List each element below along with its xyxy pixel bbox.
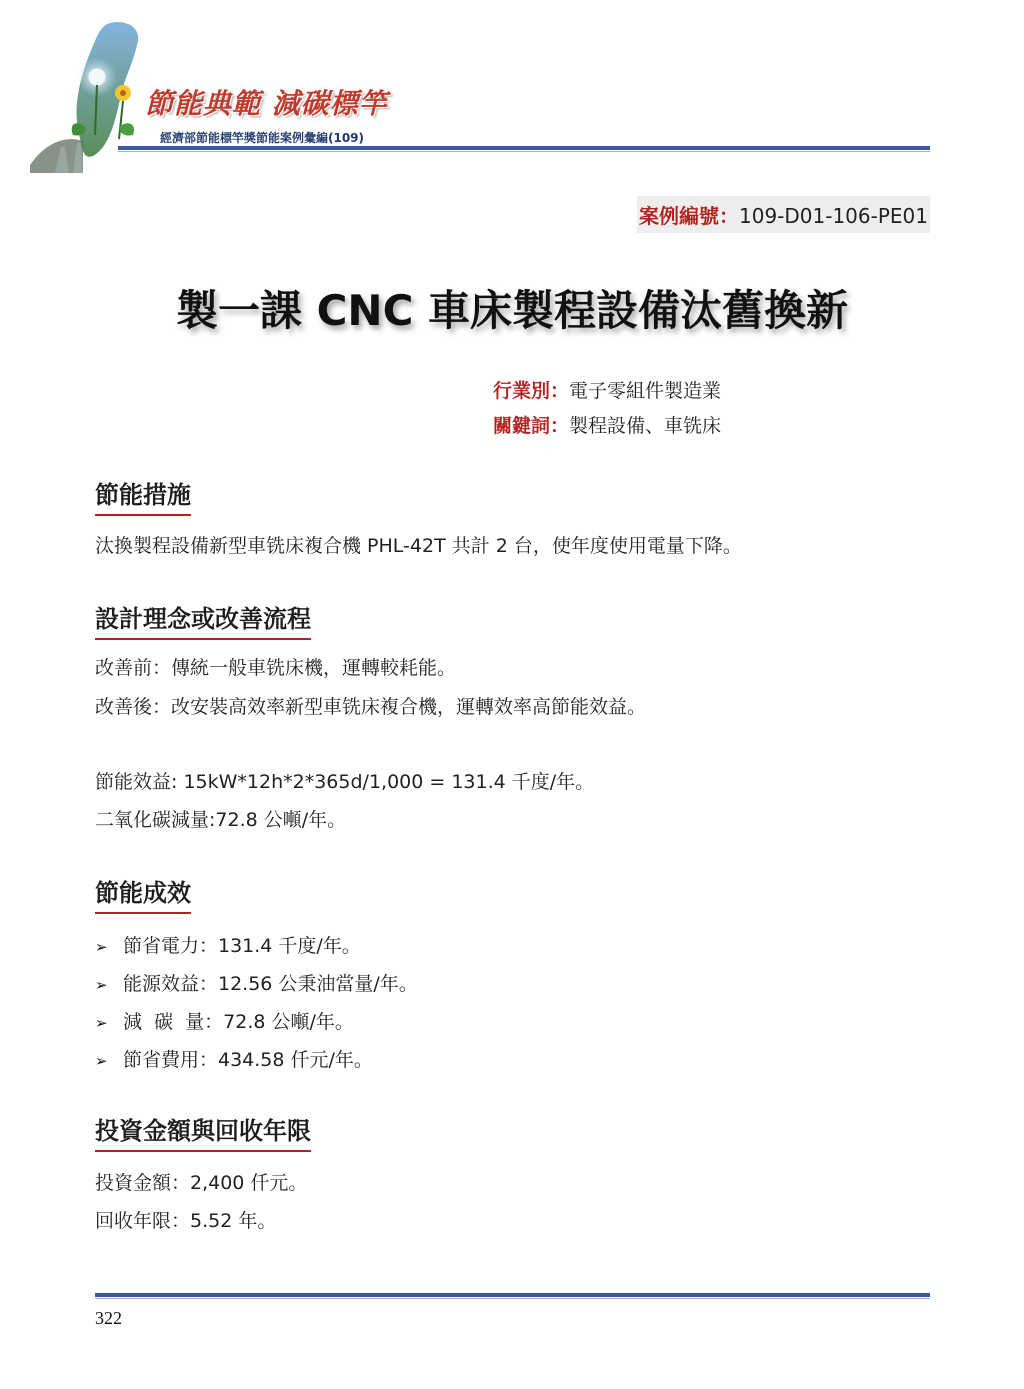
results-heading: 節能成效 [95,873,191,914]
industry-value: 電子零組件製造業 [569,380,722,402]
list-item [95,966,418,1004]
keywords-label: 關鍵詞： [493,415,570,437]
header-divider [118,146,930,152]
page-number: 322 [95,1308,122,1328]
case-meta [493,374,721,444]
result-text: 節省電力：131.4 千度/年。 [123,935,361,957]
industry-row [493,374,721,409]
list-item [95,928,418,966]
case-number-value: 109-D01-106-PE01 [739,204,928,228]
arrow-bullet-icon: ➢ [95,938,108,956]
result-text: 節省費用：434.58 仟元/年。 [123,1049,373,1071]
measures-heading: 節能措施 [95,475,191,516]
page-header [0,0,1024,180]
industry-label: 行業別： [493,380,570,402]
investment-heading: 投資金額與回收年限 [95,1111,311,1152]
keywords-value: 製程設備、車铣床 [569,415,722,437]
investment-amount: 投資金額：2,400 仟元。 [95,1172,308,1194]
design-benefit: 節能效益: 15kW*12h*2*365d/1,000 = 131.4 千度/年。 [95,771,595,793]
list-item [95,1004,418,1042]
measures-text: 汰換製程設備新型車铣床複合機 PHL-42T 共計 2 台，使年度使用電量下降。 [95,535,742,557]
brand-subtitle: 經濟部節能標竿獎節能案例彙編(109) [160,131,365,145]
results-list [95,928,418,1080]
case-number [637,196,930,233]
arrow-bullet-icon: ➢ [95,1052,108,1070]
list-item [95,1042,418,1080]
case-number-label: 案例編號： [639,204,739,228]
design-before: 改善前：傳統一般車铣床機，運轉較耗能。 [95,657,457,679]
footer-divider [95,1293,930,1299]
keywords-row [493,409,721,444]
result-text: 減 碳 量：72.8 公噸/年。 [123,1011,354,1033]
design-co2: 二氧化碳減量:72.8 公噸/年。 [95,809,347,831]
arrow-bullet-icon: ➢ [95,976,108,994]
design-after: 改善後：改安裝高效率新型車铣床複合機，運轉效率高節能效益。 [95,696,647,718]
arrow-bullet-icon: ➢ [95,1014,108,1032]
page-title: 製一課 CNC 車床製程設備汰舊換新 [175,286,849,335]
investment-payback: 回收年限：5.52 年。 [95,1210,277,1232]
design-heading: 設計理念或改善流程 [95,599,311,640]
result-text: 能源效益：12.56 公秉油當量/年。 [123,973,418,995]
brand-title: 節能典範 減碳標竿 [145,87,388,120]
